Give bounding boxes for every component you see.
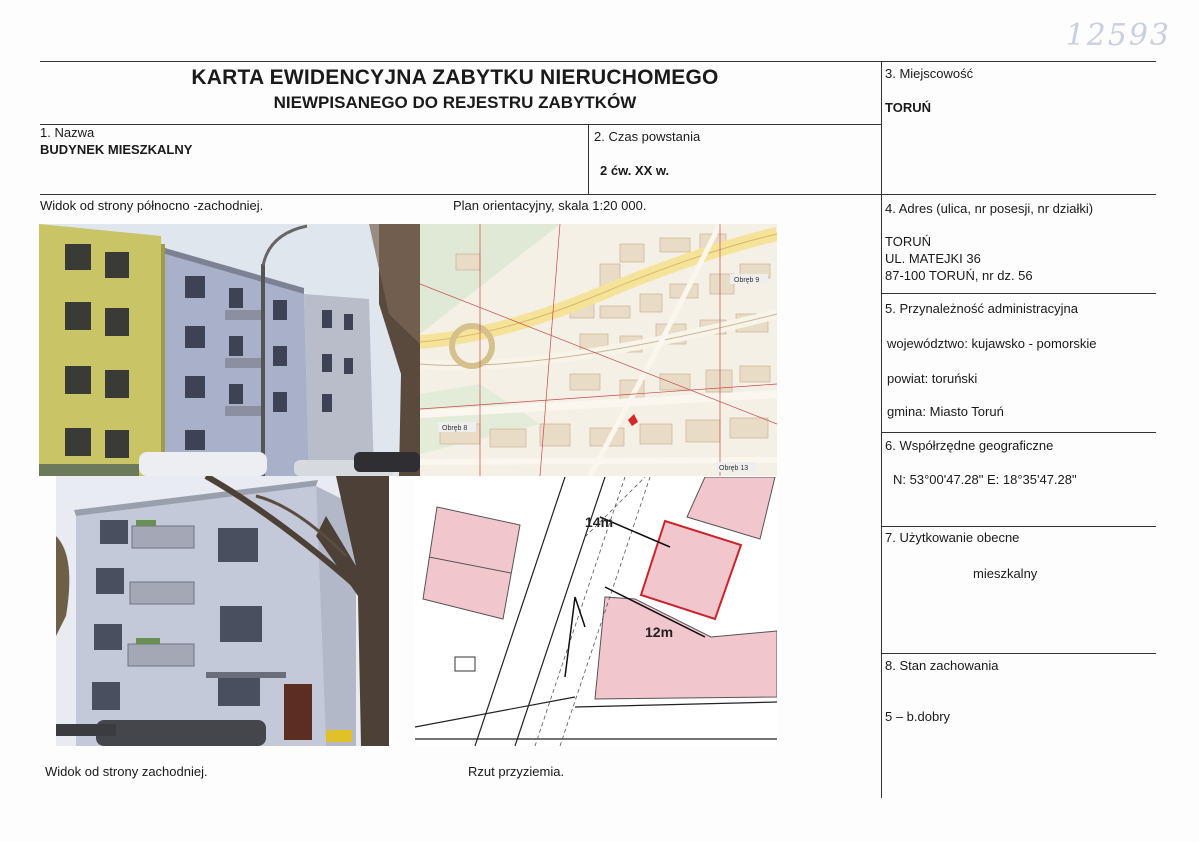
condition-label: 8. Stan zachowania	[885, 658, 999, 673]
address-line1: TORUŃ	[885, 234, 931, 249]
coords-label: 6. Współrzędne geograficzne	[885, 438, 1054, 453]
voivodeship-value: województwo: kujawsko - pomorskie	[887, 336, 1097, 351]
address-line2: UL. MATEJKI 36	[885, 251, 981, 266]
card-title-line2: NIEWPISANEGO DO REJESTRU ZABYTKÓW	[273, 93, 637, 112]
admin-label: 5. Przynależność administracyjna	[885, 301, 1078, 316]
orientation-map	[420, 224, 777, 476]
right-column-divider	[881, 61, 882, 798]
ground-plan-map	[415, 477, 777, 746]
condition-value: 5 – b.dobry	[885, 709, 951, 724]
locality-value: TORUŃ	[885, 100, 931, 115]
coords-bottom-line	[881, 526, 1156, 527]
name-period-divider	[588, 124, 589, 194]
photo-view-northwest	[39, 224, 420, 476]
county-value: powiat: toruński	[887, 371, 978, 386]
use-value: mieszkalny	[973, 566, 1038, 581]
address-line3: 87-100 TORUŃ, nr dz. 56	[885, 268, 1033, 283]
coords-value: N: 53°00'47.28" E: 18°35'47.28"	[893, 472, 1077, 487]
photo-view-west	[56, 476, 389, 746]
name-label: 1. Nazwa	[40, 125, 95, 140]
map-label-obreb-left: Obręb 8	[442, 425, 468, 432]
dimension-12m: 12m	[645, 624, 674, 640]
map-label-obreb-bottom: Obręb 13	[719, 465, 749, 472]
period-value: 2 ćw. XX w.	[600, 163, 670, 178]
title-bottom-line	[40, 124, 881, 125]
caption-view-west: Widok od strony zachodniej.	[45, 764, 208, 779]
address-label: 4. Adres (ulica, nr posesji, nr działki)	[885, 201, 1094, 216]
use-bottom-line	[881, 653, 1156, 654]
frame-top-line	[40, 61, 1156, 62]
admin-bottom-line	[881, 432, 1156, 433]
name-value: BUDYNEK MIESZKALNY	[40, 142, 193, 157]
caption-view-northwest: Widok od strony północno -zachodniej.	[40, 198, 264, 213]
address-bottom-line	[881, 293, 1156, 294]
handwritten-number: 12593	[1065, 18, 1171, 53]
card-title-line1: KARTA EWIDENCYJNA ZABYTKU NIERUCHOMEGO	[191, 66, 719, 89]
map-label-obreb-top: Obręb 9	[734, 277, 760, 284]
caption-ground-plan: Rzut przyziemia.	[468, 764, 565, 779]
name-row-bottom-line	[40, 194, 1156, 195]
locality-label: 3. Miejscowość	[885, 66, 974, 81]
period-label: 2. Czas powstania	[594, 129, 701, 144]
caption-orientation-plan: Plan orientacyjny, skala 1:20 000.	[453, 198, 647, 213]
use-label: 7. Użytkowanie obecne	[885, 530, 1020, 545]
dimension-14m: 14m	[585, 514, 614, 530]
commune-value: gmina: Miasto Toruń	[887, 404, 1004, 419]
